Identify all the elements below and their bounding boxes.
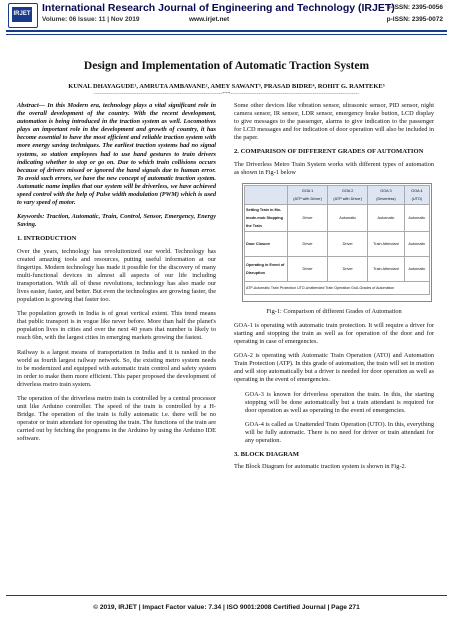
- keywords: [17, 213, 216, 229]
- table-cell: Driver: [288, 232, 328, 257]
- table-cell: Automatic: [368, 204, 404, 231]
- section-heading-block-diagram: 3. BLOCK DIAGRAM: [234, 451, 300, 459]
- table-header-cell: GOA 4 (UTO): [404, 185, 429, 204]
- table-cell: Driver: [328, 257, 368, 282]
- e-issn: e-ISSN: 2395-0056: [386, 4, 443, 11]
- volume-issue: Volume: 06 Issue: 11 | Nov 2019: [42, 16, 140, 23]
- figure-caption: Fig-1: Comparison of different Grades of Automation: [266, 307, 402, 315]
- journal-title: International Research Journal of Engineering and Technology (IRJET): [42, 2, 395, 14]
- table-row-label: Operating in Event of Disruption: [245, 257, 288, 282]
- goa1-paragraph: GOA-1 is operating with automatic train protection. It will require a driver for starting and stopping the train as well as for operation of the door and for operating in case of emergencies.: [234, 321, 434, 346]
- logo-text: IRJET: [12, 7, 32, 22]
- table-header-cell: GOA 3 (Driverless): [368, 185, 404, 204]
- header-rule-top: [6, 30, 447, 32]
- table-row-label: Setting Train in Mo-mode-mob Stopping the Train: [245, 204, 288, 231]
- p-issn: p-ISSN: 2395-0072: [386, 16, 443, 23]
- table-note: ATP-Automatic Train Protection UTO-Unattended Train Operation GoA-Grades of Automation: [245, 282, 430, 295]
- journal-header: [0, 0, 453, 30]
- table-row: [245, 257, 430, 282]
- table-cell: Driver: [288, 257, 328, 282]
- table-cell: Driver: [328, 232, 368, 257]
- table-header-cell: [245, 185, 288, 204]
- left-column: [17, 102, 216, 450]
- section-heading-comparison: 2. COMPARISON OF DIFFERENT GRADES OF AUTOMATION: [234, 148, 424, 156]
- table-cell: Automatic: [404, 257, 429, 282]
- table-cell: Automatic: [404, 232, 429, 257]
- right-paragraph-1: Some other devices like vibration sensor, ultrasonic sensor, PID sensor, night camera sensor, IR sensor, LDR sensor, emergency brake button, LCD display to give messages to the passenger, alarms to give indication to the passenger for LCD messages and for indication of door operation will also be included in the paper.: [234, 102, 434, 142]
- table-cell: Automatic: [328, 204, 368, 231]
- irjet-logo: [8, 3, 38, 28]
- table-cell: Train Attendant: [368, 257, 404, 282]
- goa2-paragraph: GOA-2 is operating with Automatic Train Operation (ATO) and Automation Train Protection (ATP). In this grade of automation, the train will set in motion and will stop automatically but a driver is needed for door operation as well as operating in the event of emergencies.: [234, 352, 434, 384]
- goa4-paragraph: GOA-4 is called as Unattended Train Operation (UTO). In this, everything will be fully automatic. There is no need for driver or train attendant for any operation.: [245, 420, 434, 444]
- table-header-cell: GOA 1 (ATP with Driver): [288, 185, 328, 204]
- abstract: [17, 102, 216, 207]
- fig-1-automation-table: [242, 183, 432, 302]
- intro-paragraph-3: Railway is a largest means of transportation in India and it is ranked in the world as fourth largest railway network. So, the existing metro system needs to be modernized and equipped with automatic train control and safety system in order to make them more efficient. This paper proposed the development of driverless metro train system.: [17, 348, 216, 388]
- intro-paragraph-4: The operation of the driverless metro train is controlled by a central processor unit like Arduino controller. The speed of the train is controlled by a H- Bridge. The operation of the train is fully automatic i.e. there will be no operator or train attendant for operating the train. The functions of the train are carried out by fetching the programs in the Arduino by using the Arduino IDE software.: [17, 395, 216, 443]
- intro-paragraph-2: The population growth in India is of great vertical extent. This trend means that public transport is in vogue like never before. More than half the planet's population lives in cities and over the next 40 years that number is likely to reach 6bn, with the largest cities in emerging markets growing the fastest.: [17, 310, 216, 342]
- separator: ---------------------------------------------------------------------***---------------------------------------------------------------------: [93, 92, 360, 97]
- keywords-label: Keywords:: [17, 213, 45, 221]
- right-paragraph-2: The Driverless Metro Train System works with different types of automation as shown in Fig-1 below: [234, 160, 434, 176]
- section-heading-introduction: 1. INTRODUCTION: [17, 235, 77, 243]
- keywords-text: Traction, Automatic, Train, Control, Sensor, Emergency, Energy Saving.: [17, 213, 216, 229]
- table-header-row: [245, 185, 430, 204]
- table-cell: Automatic: [404, 204, 429, 231]
- right-column: [234, 102, 434, 477]
- table-row: [245, 232, 430, 257]
- right-paragraph-3: The Block Diagram for automatic traction system is shown in Fig-2.: [234, 463, 407, 471]
- abstract-label: Abstract—: [17, 102, 45, 109]
- footer-rule: [6, 595, 447, 596]
- table-note-row: [245, 282, 430, 295]
- table-cell: Driver: [288, 204, 328, 231]
- header-rule-bottom: [6, 34, 447, 35]
- abstract-text: In this Modern era, technology plays a vital significant role in the overall development of the country. With the recent development, automation is being introduced in the traction system as well. Locomotives plays an important role in the development and growth of country, it has become essential to have the most efficient and reliable traction system with more energy saving techniques. The earliest traction systems had no signal systems, so station employees had to use hand gestures to train drivers indicating whether to stop or go on. Due to which train collisions occurs because of drivers missed or ignored the hand signals due to human error. To avoid such errors, we have the new concept of automatic traction system. Automatic name implies that our system will be driverless, we have achieved speed control with the help of Pulse width modulation (PWM) which is used to vary speed of motor.: [17, 102, 216, 207]
- automation-grades-table: [244, 185, 430, 295]
- authors: KUNAL DHAYAGUDE¹, AMRUTA AMBAVANE², AMEY SAWANT³, PRASAD BIDRE⁴, ROHIT G. RAMTEKE⁵: [68, 83, 385, 90]
- table-row-label: Door Closure: [245, 232, 288, 257]
- journal-website[interactable]: www.irjet.net: [189, 16, 230, 23]
- intro-paragraph-1: Over the years, technology has revolutionized our world. Technology has created amazing tools and resources, putting useful information at our fingertips. Modern technology has made it possible for the discovery of many multi-functional devices in almost all aspects of our life including transportation. With all of these revolutions, technology has also made our lives easier, faster, and better. But even the technologies are growing faster, the population is growing that faster too.: [17, 247, 216, 304]
- goa3-paragraph: GOA-3 is known for driverless operation the train. In this, the starting stopping will be done automatically but a train attendant is required for door operation as well as operating in the event of emergencies.: [245, 390, 434, 414]
- table-row: [245, 204, 430, 231]
- table-header-cell: GOA 2 (ATP with Driver): [328, 185, 368, 204]
- page-footer: © 2019, IRJET | Impact Factor value: 7.34 | ISO 9001:2008 Certified Journal | Page 271: [93, 604, 360, 611]
- table-cell: Train Attendant: [368, 232, 404, 257]
- paper-title: Design and Implementation of Automatic Traction System: [83, 60, 370, 72]
